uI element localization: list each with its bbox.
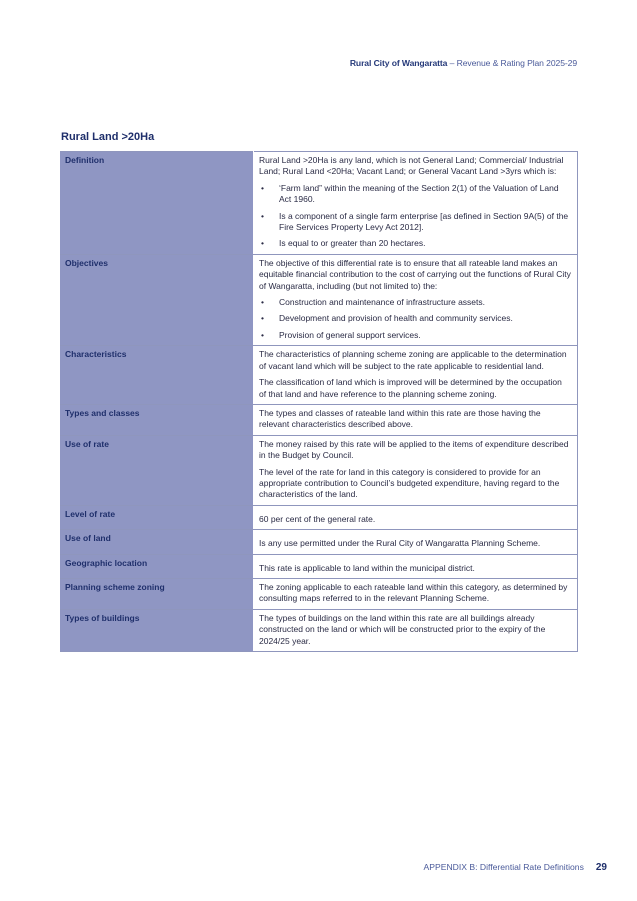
bullet-icon: •	[261, 313, 264, 324]
row-label: Types and classes	[60, 404, 254, 435]
bullet-icon: •	[261, 210, 264, 221]
table-row	[60, 609, 578, 651]
bullet-item	[259, 238, 571, 249]
value-paragraph: The characteristics of planning scheme zoning are applicable to the determination of vacant land which will be subject to the rate applicable to residential land.	[259, 349, 567, 371]
table-row	[60, 346, 578, 405]
bullet-item	[259, 297, 571, 308]
bullet-icon: •	[261, 297, 264, 308]
bullet-text: Development and provision of health and community services.	[279, 313, 513, 324]
row-label: Definition	[60, 152, 254, 255]
row-value	[254, 254, 578, 345]
value-paragraph: The types and classes of rateable land within this rate are those having the relevant characteristics described above.	[259, 407, 541, 430]
row-label: Geographic location	[60, 554, 254, 578]
bullet-icon: •	[261, 238, 264, 249]
value-paragraph: The classification of land which is improved will be determined by the occupation of that land and have reference to the planning scheme zoning.	[259, 377, 562, 399]
footer-appendix-label: APPENDIX B: Differential Rate Definitions	[423, 862, 584, 872]
bullet-item	[259, 330, 571, 341]
table-row	[60, 404, 578, 435]
page-number: 29	[595, 862, 607, 873]
table-row	[60, 435, 578, 505]
bullet-item	[259, 313, 571, 324]
bullet-icon: •	[261, 329, 264, 340]
value-paragraph: Is any use permitted under the Rural City of Wangaratta Planning Scheme.	[259, 538, 541, 549]
table-row	[60, 152, 578, 255]
value-paragraph: This rate is applicable to land within the municipal district.	[259, 562, 475, 573]
bullet-icon: •	[261, 182, 264, 193]
value-paragraph: The level of the rate for land in this category is considered to provide for an appropriate contribution to Council’s budgeted expenditure, having regard to the characteristics of the land.	[259, 466, 560, 500]
header-document-title: – Revenue & Rating Plan 2025-29	[447, 58, 577, 68]
row-value	[254, 346, 578, 405]
bullet-item	[259, 183, 571, 206]
row-value	[254, 609, 578, 651]
bullet-text: Is equal to or greater than 20 hectares.	[279, 238, 426, 249]
row-value	[254, 578, 578, 609]
row-value	[254, 404, 578, 435]
bullet-text: Provision of general support services.	[279, 329, 421, 340]
value-paragraph: The objective of this differential rate is to ensure that all rateable land makes an equitable financial contribution to the cost of carrying out the functions of Rural City of Wangaratta, including (but not limited to) the:	[259, 257, 571, 291]
definition-table	[60, 151, 578, 652]
table-row	[60, 578, 578, 609]
bullet-list	[259, 297, 571, 341]
row-value	[254, 435, 578, 505]
table-row	[60, 505, 578, 529]
value-paragraph: The types of buildings on the land within this rate are all buildings already constructed on the land or which will be constructed prior to the expiry of the 2024/25 year.	[259, 612, 546, 646]
row-value	[254, 152, 578, 255]
bullet-text: ‘Farm land” within the meaning of the Section 2(1) of the Valuation of Land Act 1960.	[279, 182, 559, 205]
table-row	[60, 530, 578, 554]
page-header	[350, 58, 577, 68]
row-label: Use of rate	[60, 435, 254, 505]
bullet-list	[259, 183, 571, 250]
row-label: Level of rate	[60, 505, 254, 529]
row-value	[254, 530, 578, 554]
row-label: Characteristics	[60, 346, 254, 405]
bullet-text: Construction and maintenance of infrastructure assets.	[279, 297, 485, 308]
row-label: Types of buildings	[60, 609, 254, 651]
bullet-item	[259, 211, 571, 234]
row-label: Use of land	[60, 530, 254, 554]
table-row	[60, 554, 578, 578]
value-paragraph: 60 per cent of the general rate.	[259, 513, 376, 524]
value-paragraph: The money raised by this rate will be applied to the items of expenditure described in the Budget by Council.	[259, 438, 569, 461]
value-paragraph: The zoning applicable to each rateable land within this category, as determined by consulting maps referred to in the relevant Planning Scheme.	[259, 581, 568, 604]
row-value	[254, 505, 578, 529]
page-footer	[424, 862, 607, 873]
row-label: Objectives	[60, 254, 254, 345]
header-organisation: Rural City of Wangaratta	[349, 58, 448, 68]
value-paragraph: Rural Land >20Ha is any land, which is not General Land; Commercial/ Industrial Land; Rural Land <20Ha; Vacant Land; or General Vacant Land >3yrs which is:	[259, 155, 564, 177]
row-label: Planning scheme zoning	[60, 578, 254, 609]
row-value	[254, 554, 578, 578]
section-title: Rural Land >20Ha	[61, 131, 155, 143]
bullet-text: Is a component of a single farm enterprise [as defined in Section 9A(5) of the Fire Services Property Levy Act 2012].	[279, 210, 569, 233]
table-row	[60, 254, 578, 345]
